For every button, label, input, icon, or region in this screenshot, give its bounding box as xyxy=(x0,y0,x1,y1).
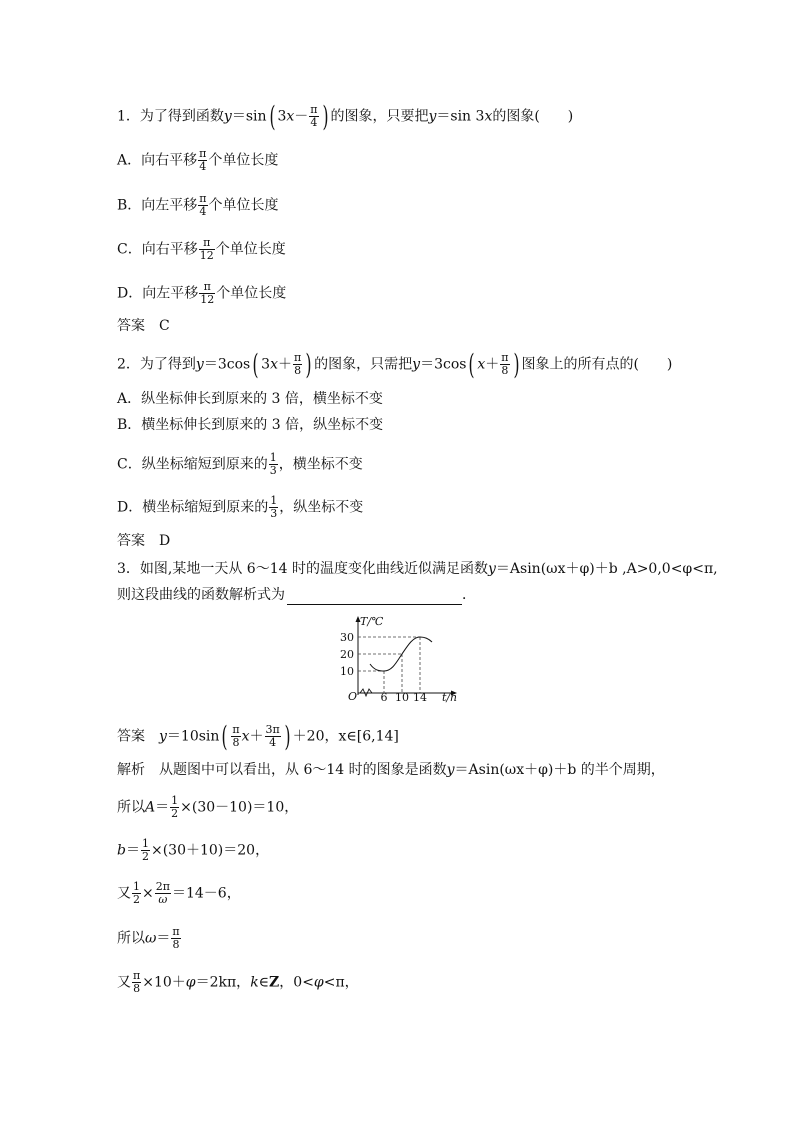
answer-var-y: y xyxy=(159,728,167,745)
q3-stem-text-2: 则这段曲线的函数解析式为 xyxy=(117,587,285,603)
q3-answer xyxy=(117,719,399,753)
element-of: ∈ xyxy=(258,974,270,991)
answer-paren-open: ( xyxy=(221,719,228,753)
q1-paren-open: ( xyxy=(268,99,276,133)
q3-stem-end: ． xyxy=(462,587,476,603)
frac-num: 1 xyxy=(141,837,149,850)
frac-den: 2 xyxy=(171,807,179,820)
q2-answer: 答案 D xyxy=(117,533,171,549)
temperature-graph xyxy=(336,615,466,707)
analysis-text-2: 的半个周期， xyxy=(576,762,665,778)
frac-num: 3π xyxy=(265,723,280,736)
var-phi-2: φ xyxy=(313,974,324,991)
step-text-2: ＝14－6， xyxy=(171,885,241,902)
var-omega: ω xyxy=(145,930,157,947)
q1-answer: 答案 C xyxy=(117,318,170,334)
x-tick-14: 14 xyxy=(413,691,427,703)
y-tick-30: 30 xyxy=(340,631,354,644)
q1-fraction xyxy=(309,104,318,129)
frac-den: 8 xyxy=(172,938,180,951)
q1-arg-minus: － xyxy=(294,108,309,125)
option-tail: 个单位长度 xyxy=(208,152,279,169)
step-text: 又 xyxy=(117,885,131,902)
frac-num: π xyxy=(199,147,207,160)
q2-var-y: y xyxy=(195,356,204,373)
analysis-eq: ＝Asin(ωx＋φ)＋b xyxy=(454,762,577,778)
q1-option-d xyxy=(117,281,286,306)
q2-eq-2: ＝3cos xyxy=(420,356,467,373)
step-text: 又 xyxy=(117,974,131,991)
frac-den: 8 xyxy=(232,736,240,749)
q3-stem-eq: ＝Asin(ωx＋φ)＋b ,A>0,0<φ<π, xyxy=(495,561,718,577)
q3-stem-text: 3．如图,某地一天从 6～14 时的温度变化曲线近似满足函数 xyxy=(117,561,488,577)
q2-paren-open: ( xyxy=(252,347,259,381)
frac-den: 3 xyxy=(270,507,278,520)
q2-option-b: B．横坐标伸长到原来的 3 倍，纵坐标不变 xyxy=(117,417,384,433)
omega-fraction xyxy=(132,970,141,995)
step-text: 所以 xyxy=(117,930,145,947)
q2-arg-plus-2: ＋ xyxy=(485,356,500,373)
option-fraction xyxy=(199,237,215,262)
q2-fraction-2 xyxy=(500,352,509,377)
q3-step-5 xyxy=(117,970,359,995)
step-text-4: ，0< xyxy=(279,974,314,991)
var-k: k xyxy=(250,974,259,991)
step-eq: ＝ xyxy=(155,799,170,816)
y-axis-label: T/℃ xyxy=(360,615,384,628)
q1-arg-x: x xyxy=(286,108,295,125)
step-text-2: ×(30－10)＝10， xyxy=(180,799,299,816)
half-fraction xyxy=(170,795,179,820)
frac-den: 8 xyxy=(133,982,141,995)
frac-num: 1 xyxy=(133,880,140,893)
frac-num: π xyxy=(199,237,215,250)
q1-eq-2: ＝sin 3 xyxy=(436,108,485,125)
q3-analysis xyxy=(117,760,665,780)
frac-den: 4 xyxy=(199,160,207,173)
times-sign: × xyxy=(142,885,154,902)
q2-stem-text: 2．为了得到 xyxy=(117,356,196,373)
frac-num: π xyxy=(172,925,180,938)
x-tick-10: 10 xyxy=(395,691,409,703)
option-label: D．横坐标缩短到原来的 xyxy=(117,499,269,516)
frac-den: 8 xyxy=(501,364,509,377)
omega-fraction xyxy=(171,926,180,951)
option-label: D．向左平移 xyxy=(117,285,199,302)
q1-eq: ＝sin xyxy=(231,108,267,125)
q2-paren-close: ) xyxy=(305,347,312,381)
option-tail: ，纵坐标不变 xyxy=(279,499,364,516)
answer-paren-close: ) xyxy=(284,719,291,753)
option-label: C．纵坐标缩短到原来的 xyxy=(117,456,268,473)
q3-step-3 xyxy=(117,881,241,906)
q2-option-a: A．纵坐标伸长到原来的 3 倍，横坐标不变 xyxy=(117,391,383,407)
q3-step-4 xyxy=(117,926,182,951)
option-label: C．向右平移 xyxy=(117,241,198,258)
q3-stem-line-2 xyxy=(117,585,476,605)
option-tail: 个单位长度 xyxy=(215,241,286,258)
var-b: b xyxy=(117,842,126,859)
answer-label: 答案 xyxy=(117,728,159,745)
step-text-3: ＝2kπ， xyxy=(195,974,251,991)
x-tick-6: 6 xyxy=(380,691,388,703)
q2-paren-close-2: ) xyxy=(512,347,520,381)
option-fraction xyxy=(198,193,207,218)
q3-step-1 xyxy=(117,795,298,820)
q1-arg-coef: 3 xyxy=(277,108,287,125)
step-text-5: <π， xyxy=(323,974,359,991)
q2-stem-text-2: 的图象，只需把 xyxy=(314,356,413,373)
frac-num: π xyxy=(501,351,509,364)
frac-num: π xyxy=(199,281,215,294)
step-eq: ＝ xyxy=(125,842,140,859)
step-text: 所以 xyxy=(117,799,145,816)
step-eq: ＝ xyxy=(156,930,171,947)
frac-den: 4 xyxy=(269,736,277,749)
origin-label: O xyxy=(348,690,358,703)
integers-symbol: Z xyxy=(269,974,280,991)
q1-stem-text: 1．为了得到函数 xyxy=(117,108,224,125)
frac-den: 2 xyxy=(141,850,149,863)
frac-num: 2π xyxy=(155,880,170,893)
var-phi: φ xyxy=(185,974,196,991)
option-tail: ，横坐标不变 xyxy=(278,456,363,473)
answer-blank[interactable] xyxy=(287,590,462,605)
q2-arg-x: x xyxy=(270,356,278,373)
answer-plus: ＋ xyxy=(249,728,264,745)
q3-var-y: y xyxy=(487,561,496,577)
q1-stem-text-3: 的图象( ) xyxy=(492,108,574,125)
option-label: B．向左平移 xyxy=(117,197,198,214)
answer-tail: ＋20，x∈[6,14] xyxy=(292,728,399,745)
q2-var-y-2: y xyxy=(412,356,421,373)
frac-den: 12 xyxy=(199,249,214,262)
option-tail: 个单位长度 xyxy=(208,197,279,214)
q1-stem-text-2: 的图象，只要把 xyxy=(330,108,429,125)
option-tail: 个单位长度 xyxy=(216,285,287,302)
q1-var-y-2: y xyxy=(428,108,437,125)
frac-den: 2 xyxy=(133,893,140,906)
q1-option-b xyxy=(117,193,279,218)
frac-den: 4 xyxy=(199,205,207,218)
frac-den: 12 xyxy=(200,293,215,306)
period-fraction xyxy=(155,881,171,906)
y-tick-20: 20 xyxy=(340,648,354,661)
q2-option-c xyxy=(117,452,363,477)
q2-arg-coef: 3 xyxy=(261,356,271,373)
option-fraction xyxy=(198,148,207,173)
q2-stem-text-3: 图象上的所有点的( ) xyxy=(521,356,673,373)
frac-num: 1 xyxy=(171,794,179,807)
q1-var-y: y xyxy=(223,108,232,125)
answer-var-x: x xyxy=(241,728,250,745)
option-fraction xyxy=(199,281,215,306)
frac-num: π xyxy=(232,723,240,736)
q2-eq-1: ＝3cos xyxy=(203,356,251,373)
answer-fraction-2 xyxy=(265,724,281,749)
q3-step-2 xyxy=(117,838,269,863)
answer-fraction-1 xyxy=(231,724,240,749)
y-tick-10: 10 xyxy=(340,665,354,678)
q1-paren-close: ) xyxy=(321,99,329,133)
half-fraction xyxy=(141,838,150,863)
x-axis-label: t/h xyxy=(442,691,458,703)
frac-num: π xyxy=(133,969,141,982)
q2-stem xyxy=(117,347,673,381)
frac-den: 8 xyxy=(294,364,302,377)
frac-den: 3 xyxy=(269,464,277,477)
graph-svg xyxy=(336,615,466,703)
step-text-2: ×(30＋10)＝20， xyxy=(150,842,270,859)
q1-var-x-2: x xyxy=(484,108,493,125)
q2-paren-open-2: ( xyxy=(468,347,475,381)
q2-option-d xyxy=(117,495,363,520)
q1-option-c xyxy=(117,237,286,262)
half-fraction xyxy=(132,881,141,906)
frac-den: ω xyxy=(158,893,168,906)
q2-arg-x-2: x xyxy=(477,356,486,373)
q1-stem xyxy=(117,99,574,133)
frac-num: π xyxy=(199,192,207,205)
option-fraction xyxy=(269,495,278,520)
q1-frac-den: 4 xyxy=(310,116,318,129)
q3-stem-line-1 xyxy=(117,559,718,579)
q2-fraction-1 xyxy=(293,352,302,377)
var-A: A xyxy=(145,799,156,816)
frac-num: 1 xyxy=(269,451,277,464)
q1-frac-num: π xyxy=(310,103,318,116)
option-label: A．向右平移 xyxy=(117,152,198,169)
answer-eq: ＝10sin xyxy=(166,728,220,745)
frac-num: 1 xyxy=(270,494,278,507)
option-fraction xyxy=(269,452,278,477)
step-text-2: ×10＋ xyxy=(142,974,186,991)
analysis-text: 解析 从题图中可以看出，从 6～14 时的图象是函数 xyxy=(117,762,447,778)
q2-arg-plus: ＋ xyxy=(277,356,292,373)
frac-num: π xyxy=(293,351,302,364)
analysis-var-y: y xyxy=(446,762,455,778)
q1-option-a xyxy=(117,148,278,173)
